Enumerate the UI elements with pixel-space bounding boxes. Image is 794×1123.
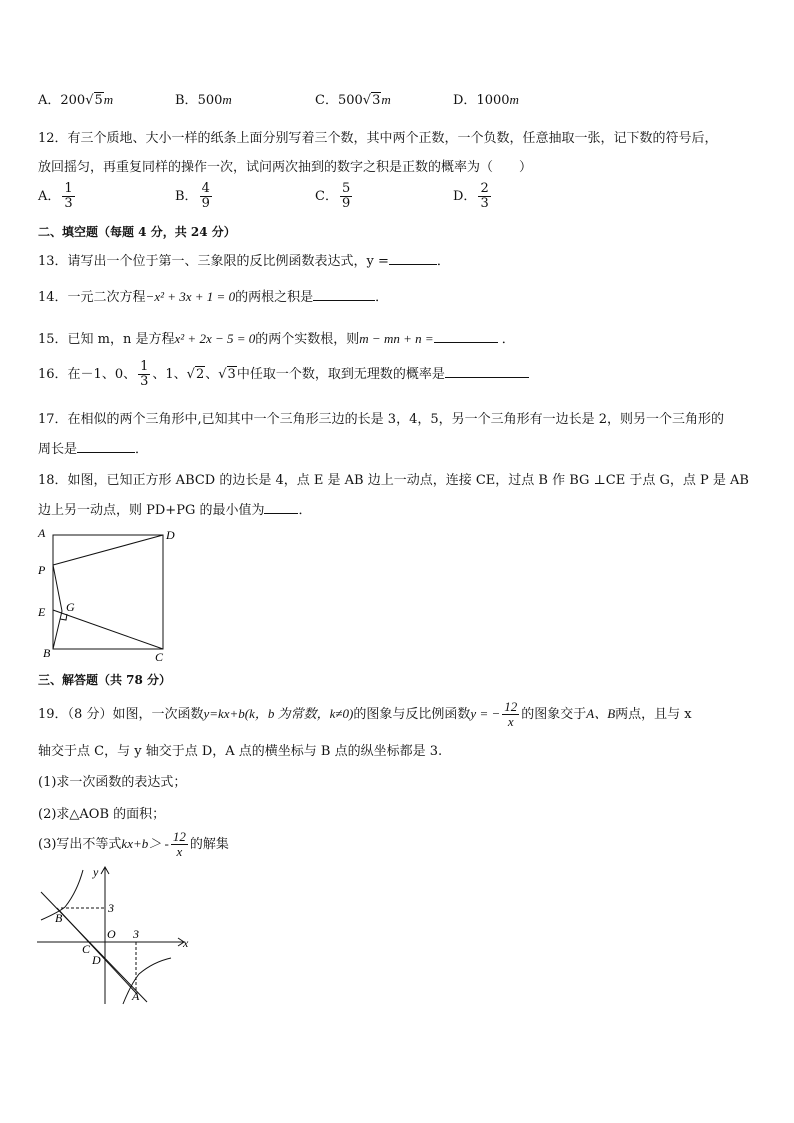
label-b: B (43, 646, 51, 660)
label-c: C (82, 942, 91, 956)
q12-line1: 12．有三个质地、大小一样的纸条上面分别写着三个数，其中两个正数，一个负数，任意抽取一张，记下数的符号后， (38, 131, 718, 146)
q11-option-b: B．500m (175, 92, 232, 108)
segment-bg (53, 611, 62, 649)
line-ab (57, 908, 137, 994)
q16-blank (445, 365, 529, 378)
section-2-title: 二、填空题（每题 4 分，共 24 分） (38, 225, 236, 239)
q12-option-d: D． $\frac{2}{3}$ (453, 181, 489, 211)
segment-ce (53, 610, 163, 649)
q15: 15．已知 m，n 是方程x² + 2x − 5 = 0的两个实数根，则m − mn + n = ． (38, 331, 515, 347)
q18-line1: 18．如图，已知正方形 ABCD 的边长是 4，点 E 是 AB 边上一动点，连接 CE，过点 B 作 BG ⊥CE 于点 G，点 P 是 AB (38, 473, 749, 488)
q19-line1: 19．（8 分）如图，一次函数y=kx+b(k，b 为常数，k≠0)的图象与反比例函数y = − $\frac{12}{x}$ 的图象交于A、B两点，且与 x (38, 699, 692, 729)
q17-line2: 周长是 ． (38, 442, 149, 457)
square-abcd (53, 535, 163, 649)
label-a: A (132, 989, 140, 1003)
q17-blank (77, 440, 135, 453)
section-3-title: 三、解答题（共 78 分） (38, 673, 172, 687)
segment-pg (53, 565, 62, 611)
label-x: x (183, 936, 189, 950)
label-d: D (166, 528, 175, 542)
label-g: G (66, 600, 75, 614)
q12-option-c: C． $\frac{5}{9}$ (315, 181, 351, 211)
q13-blank (389, 252, 437, 265)
q14-blank (313, 288, 375, 301)
q13: 13．请写出一个位于第一、三象限的反比例函数表达式，y = ． (38, 254, 450, 269)
q19-graph-figure (35, 862, 195, 1012)
q16: 16．在－1、0、 $\frac{1}{3}$ 、1、√2、√3中任取一个数，取到无理数的概率是 (38, 360, 529, 389)
hyperbola-branch-right (123, 958, 171, 1004)
q12-option-a: A． $\frac{1}{3}$ (38, 181, 73, 211)
label-c: C (155, 650, 164, 664)
q11-option-c: C．500√3m (315, 92, 391, 108)
q19-part3: (3)写出不等式kx+b＞ - $\frac{12}{x}$ 的解集 (38, 829, 229, 859)
q17-line1: 17．在相似的两个三角形中,已知其中一个三角形三边的长是 3，4，5，另一个三角形有一边长是 2，则另一个三角形的 (38, 412, 725, 427)
q18-blank (264, 501, 298, 514)
label-y: y (93, 865, 99, 879)
q12-option-b: B． $\frac{4}{9}$ (175, 181, 210, 211)
q19-line2: 轴交于点 C，与 y 轴交于点 D，A 点的横坐标与 B 点的纵坐标都是 3. (38, 744, 443, 759)
label-three-y: 3 (108, 901, 114, 915)
q11-option-d: D．1000m (453, 92, 519, 108)
q15-blank (434, 330, 498, 343)
label-a: A (38, 526, 46, 540)
label-e: E (38, 605, 46, 619)
q19-part1: (1)求一次函数的表达式； (38, 775, 187, 790)
q18-line2: 边上另一动点，则 PD+PG 的最小值为 ． (38, 503, 312, 518)
label-o: O (107, 927, 116, 941)
q14: 14．一元二次方程−x² + 3x + 1 = 0的两根之积是 ． (38, 289, 389, 305)
segment-pd (53, 535, 163, 565)
label-b: B (55, 911, 63, 925)
label-d: D (92, 953, 101, 967)
label-three-x: 3 (133, 927, 139, 941)
q18-square-figure (30, 524, 180, 664)
label-p: P (38, 563, 46, 577)
q11-option-a: A．200√5m (38, 92, 114, 108)
q12-line2: 放回摇匀，再重复同样的操作一次，试问两次抽到的数字之积是正数的概率为（ ） (38, 160, 533, 175)
q19-part2: (2)求△AOB 的面积； (38, 807, 166, 822)
